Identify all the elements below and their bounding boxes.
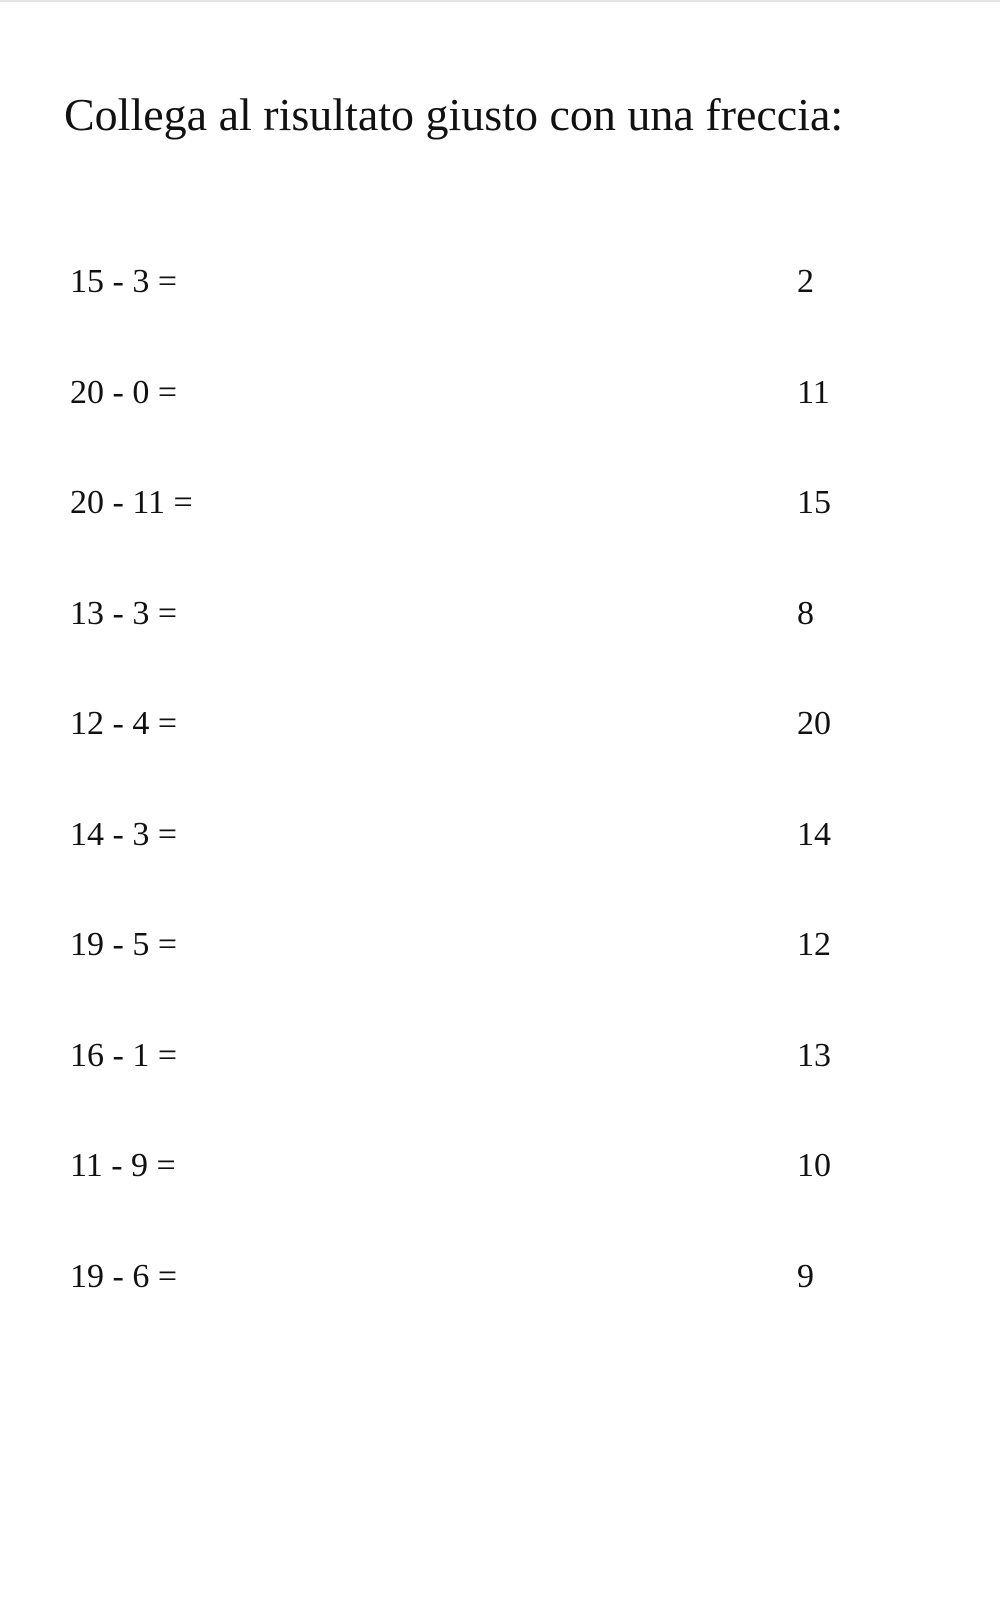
subtraction-expression: 14 - 3 = <box>70 815 177 853</box>
exercise-row <box>0 262 1000 373</box>
subtraction-expression: 19 - 5 = <box>70 926 177 963</box>
instruction-heading: Collega al risultato giusto con una freccia: <box>64 89 844 140</box>
subtraction-expression: 20 - 11 = <box>70 484 193 521</box>
candidate-result: 8 <box>797 594 814 632</box>
candidate-result: 20 <box>797 705 831 742</box>
candidate-result: 9 <box>797 1257 814 1295</box>
exercise-row <box>0 925 1000 1036</box>
subtraction-expression: 20 - 0 = <box>70 373 177 411</box>
candidate-result: 11 <box>797 373 830 411</box>
candidate-result: 15 <box>797 484 831 521</box>
subtraction-expression: 13 - 3 = <box>70 594 177 632</box>
subtraction-expression: 16 - 1 = <box>70 1036 177 1074</box>
exercise-row <box>0 1257 1000 1368</box>
candidate-result: 2 <box>797 263 814 300</box>
subtraction-expression: 11 - 9 = <box>70 1147 176 1184</box>
subtraction-expression: 12 - 4 = <box>70 705 177 742</box>
exercise-row <box>0 815 1000 926</box>
exercise-row <box>0 594 1000 705</box>
candidate-result: 14 <box>797 815 831 853</box>
subtraction-expression: 15 - 3 = <box>70 263 177 300</box>
subtraction-expression: 19 - 6 = <box>70 1257 177 1295</box>
candidate-result: 13 <box>797 1036 831 1074</box>
candidate-result: 10 <box>797 1147 831 1184</box>
exercise-list <box>0 262 1000 1367</box>
exercise-row <box>0 373 1000 484</box>
exercise-row <box>0 1146 1000 1257</box>
exercise-row <box>0 1036 1000 1147</box>
exercise-row <box>0 483 1000 594</box>
exercise-row <box>0 704 1000 815</box>
candidate-result: 12 <box>797 926 831 963</box>
